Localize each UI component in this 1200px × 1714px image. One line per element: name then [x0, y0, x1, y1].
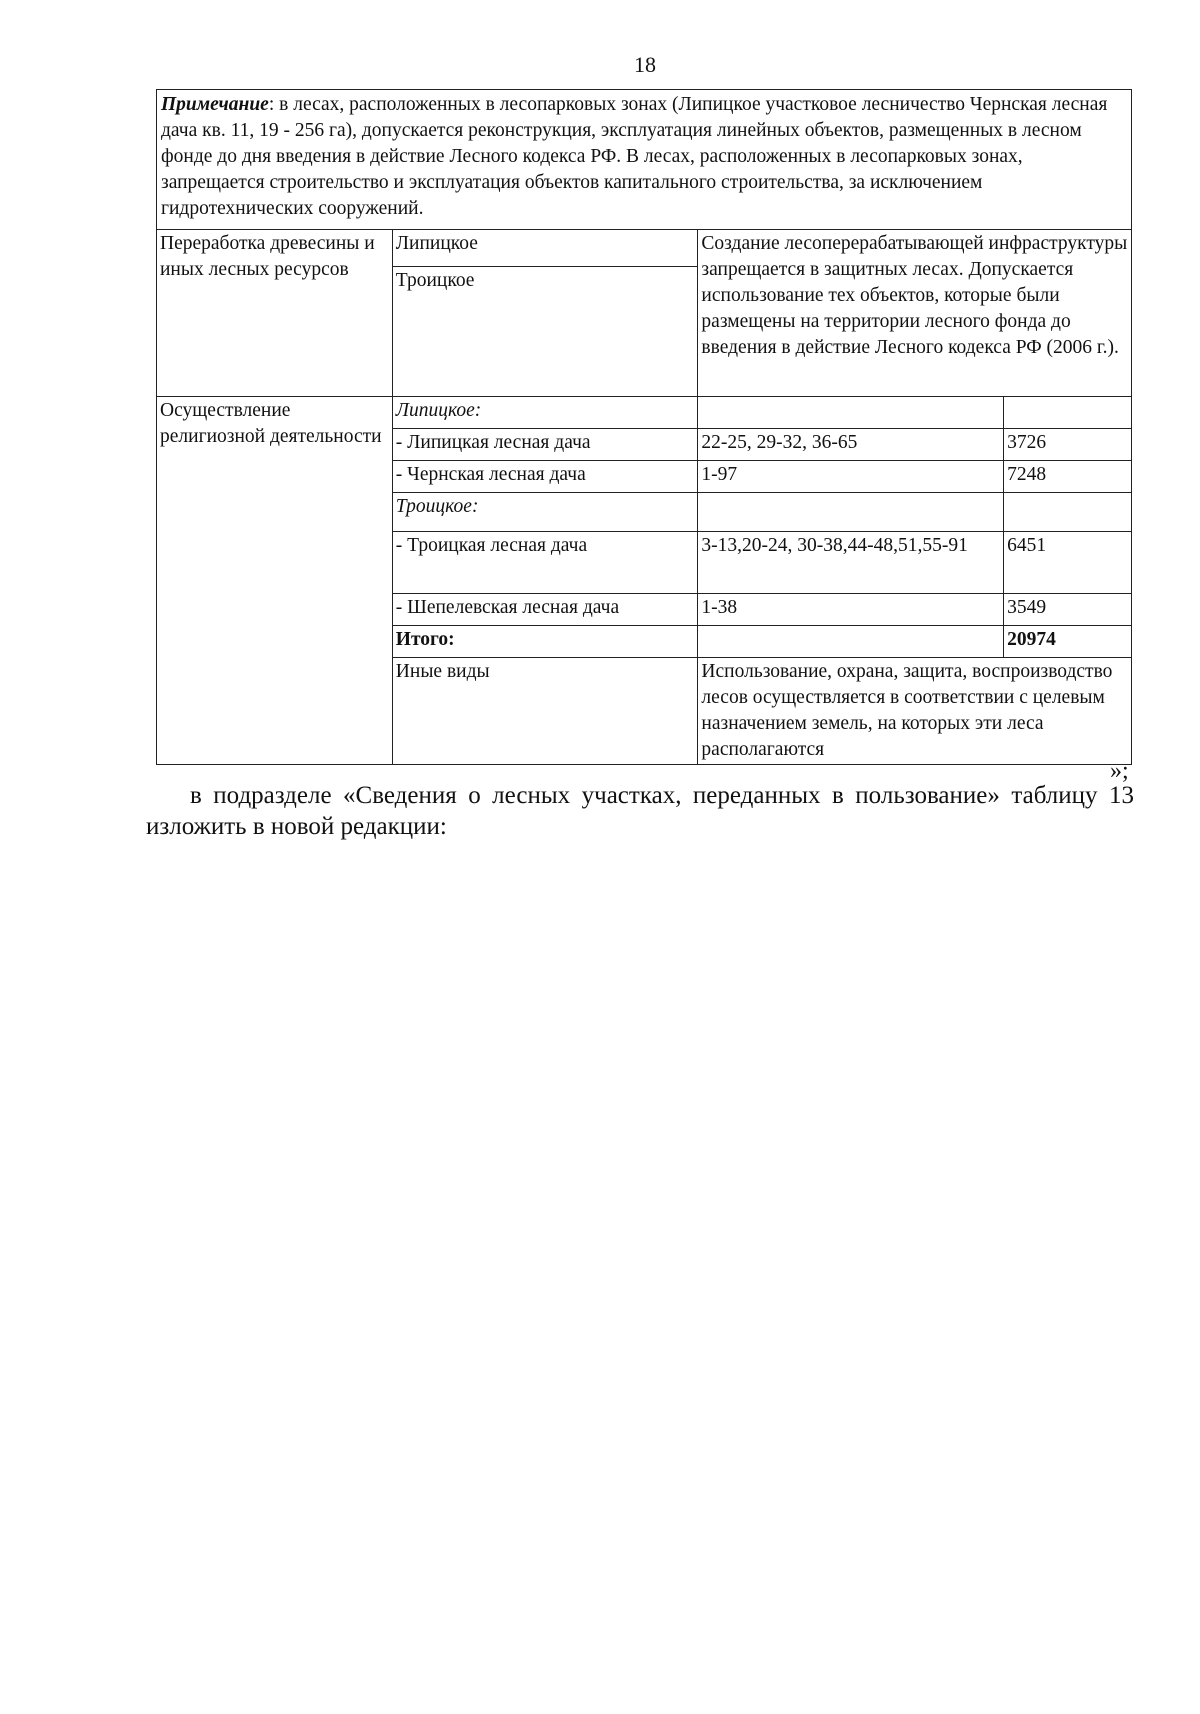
total-label: Итого: — [392, 626, 698, 658]
other-description-cell: Использование, охрана, защита, воспроизводство лесов осуществляется в соответствии с целевым назначением земель, на которых эти леса располагаются — [698, 658, 1132, 765]
note-box — [156, 89, 1132, 230]
body-paragraph: в подразделе «Сведения о лесных участках, переданных в пользование» таблицу 13 изложить в новой редакции: — [146, 782, 1134, 840]
religious-group-label: Троицкое: — [392, 493, 698, 532]
empty-cell — [1004, 493, 1132, 532]
empty-cell — [1004, 397, 1132, 429]
forest-area: 3726 — [1004, 429, 1132, 461]
page-number: 18 — [634, 52, 656, 77]
note-label: Примечание — [161, 94, 269, 115]
forest-area: 3549 — [1004, 594, 1132, 626]
forest-quarters: 22-25, 29-32, 36-65 — [698, 429, 1004, 461]
forest-use-table — [156, 229, 1132, 765]
closing-quote: »; — [1110, 758, 1129, 784]
processing-forestry-cell: Липицкое — [392, 230, 698, 267]
forest-dacha-name: - Шепелевская лесная дача — [392, 594, 698, 626]
forest-quarters: 1-38 — [698, 594, 1004, 626]
forest-dacha-name: - Чернская лесная дача — [392, 461, 698, 493]
forest-quarters: 1-97 — [698, 461, 1004, 493]
processing-description-cell: Создание лесоперерабатывающей инфраструктуры запрещается в защитных лесах. Допускается использование тех объектов, которые были размещены на территории лесного фонда до введения в действие Лесного кодекса РФ (2006 г.). — [698, 230, 1132, 397]
empty-cell — [698, 397, 1004, 429]
forest-quarters: 3-13,20-24, 30-38,44-48,51,55-91 — [698, 532, 1004, 594]
forest-area: 6451 — [1004, 532, 1132, 594]
empty-cell — [698, 493, 1004, 532]
empty-cell — [698, 626, 1004, 658]
table-row — [157, 397, 1132, 429]
religious-activity-cell: Осуществление религиозной деятельности — [157, 397, 393, 765]
forest-dacha-name: - Липицкая лесная дача — [392, 429, 698, 461]
forest-area: 7248 — [1004, 461, 1132, 493]
religious-group-label: Липицкое: — [392, 397, 698, 429]
note-text: : в лесах, расположенных в лесопарковых зонах (Липицкое участковое лесничество Чернская лесная дача кв. 11, 19 - 256 га), допускается реконструкция, эксплуатация линейных объектов, размещенных в лесном фонде до дня введения в действие Лесного кодекса РФ. В лесах, расположенных в лесопарковых зонах, запрещается строительство и эксплуатация объектов капитального строительства, за исключением гидротехнических сооружений. — [161, 94, 1108, 219]
other-activity-cell: Иные виды — [392, 658, 698, 765]
processing-activity-cell: Переработка древесины и иных лесных ресурсов — [157, 230, 393, 397]
processing-forestry-cell: Троицкое — [392, 267, 698, 397]
table-row — [157, 230, 1132, 267]
total-value: 20974 — [1004, 626, 1132, 658]
forest-dacha-name: - Троицкая лесная дача — [392, 532, 698, 594]
